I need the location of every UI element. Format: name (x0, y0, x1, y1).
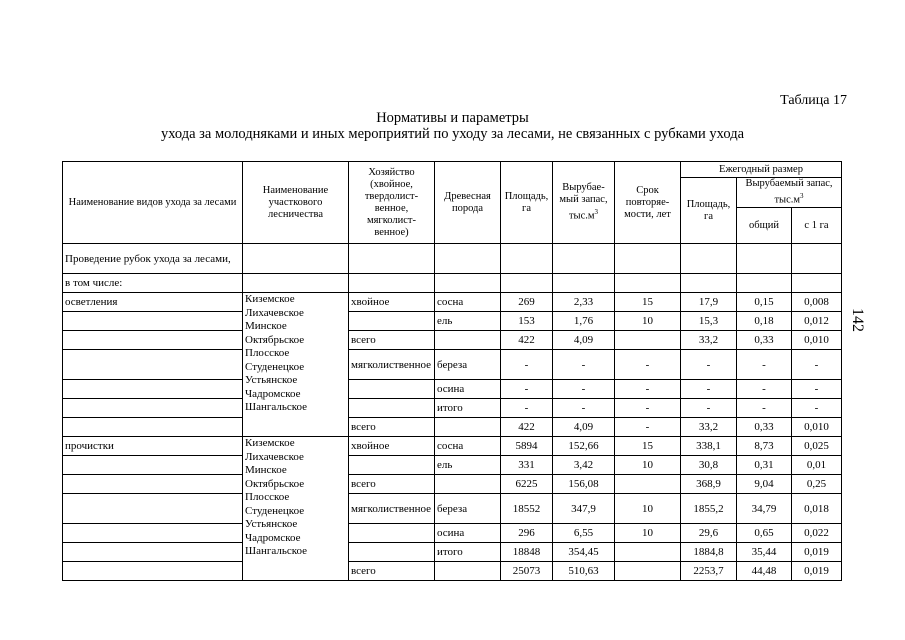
cell-economy (349, 456, 435, 475)
header-annual-per-ha: с 1 га (792, 208, 842, 244)
table-row (63, 350, 842, 380)
cell-area: 269 (501, 293, 553, 312)
table-row (63, 456, 842, 475)
cell-annual-area: 338,1 (681, 437, 737, 456)
cell-annual-per-ha: 0,010 (792, 331, 842, 350)
header-annual-area: Площадь, га (681, 178, 737, 244)
cell-forestries: Киземское Лихачевское Минское Октябрьское Плосское Студенецкое Устьянское Чадромское Шангальское (243, 293, 349, 437)
cell-empty (615, 244, 681, 274)
cell-annual-total: 34,79 (737, 494, 792, 524)
cell-annual-area: - (681, 399, 737, 418)
cell-empty (553, 244, 615, 274)
cell-empty (435, 274, 501, 293)
cell-stock: 347,9 (553, 494, 615, 524)
cell-area: - (501, 399, 553, 418)
cell-stock: - (553, 350, 615, 380)
cell-annual-per-ha: 0,010 (792, 418, 842, 437)
cell-annual-total: - (737, 380, 792, 399)
cell-annual-area: 33,2 (681, 331, 737, 350)
cell-annual-total: 8,73 (737, 437, 792, 456)
header-economy: Хозяйство (хвойное, твердолист-венное, мягколист-венное) (349, 162, 435, 244)
cell-annual-area: 1855,2 (681, 494, 737, 524)
cell-empty (349, 274, 435, 293)
cell-empty (737, 244, 792, 274)
header-species: Древесная порода (435, 162, 501, 244)
table-row (63, 293, 842, 312)
table-row (63, 475, 842, 494)
cell-empty (553, 274, 615, 293)
table-row (63, 437, 842, 456)
cell-period: 10 (615, 312, 681, 331)
cell-species: ель (435, 456, 501, 475)
cell-annual-per-ha: 0,022 (792, 524, 842, 543)
cell-period: - (615, 418, 681, 437)
table-row (63, 380, 842, 399)
cell-area: 5894 (501, 437, 553, 456)
cell-period (615, 562, 681, 581)
table-row (63, 274, 842, 293)
cell-species: сосна (435, 293, 501, 312)
cell-area: 153 (501, 312, 553, 331)
table-row (63, 244, 842, 274)
cell-period: 10 (615, 456, 681, 475)
cell-work-type (63, 475, 243, 494)
cell-empty (792, 244, 842, 274)
cell-empty (243, 274, 349, 293)
header-work-type: Наименование видов ухода за лесами (63, 162, 243, 244)
cell-empty (737, 274, 792, 293)
cell-area: - (501, 350, 553, 380)
cell-species: осина (435, 380, 501, 399)
cell-work-type (63, 524, 243, 543)
header-annual: Ежегодный размер (681, 162, 842, 178)
cell-area: 331 (501, 456, 553, 475)
cell-period: 10 (615, 524, 681, 543)
cell-species: итого (435, 543, 501, 562)
cell-work-type (63, 380, 243, 399)
cell-work-type (63, 399, 243, 418)
header-annual-total: общий (737, 208, 792, 244)
cell-area: 25073 (501, 562, 553, 581)
cell-annual-total: 35,44 (737, 543, 792, 562)
cell-species (435, 331, 501, 350)
cell-annual-total: 44,48 (737, 562, 792, 581)
cell-economy: хвойное (349, 293, 435, 312)
cell-economy: всего (349, 562, 435, 581)
cell-text: в том числе: (63, 274, 243, 293)
cell-work-type (63, 543, 243, 562)
cell-stock: 2,33 (553, 293, 615, 312)
cell-species: сосна (435, 437, 501, 456)
cell-stock: 152,66 (553, 437, 615, 456)
cell-annual-per-ha: - (792, 350, 842, 380)
cell-area: 296 (501, 524, 553, 543)
cell-annual-area: 29,6 (681, 524, 737, 543)
cell-annual-area: 17,9 (681, 293, 737, 312)
cell-annual-area: 368,9 (681, 475, 737, 494)
cell-area: - (501, 380, 553, 399)
cell-period (615, 543, 681, 562)
cell-annual-per-ha: 0,25 (792, 475, 842, 494)
cell-empty (349, 244, 435, 274)
cell-annual-total: 0,33 (737, 418, 792, 437)
cell-period: 15 (615, 293, 681, 312)
header-area: Площадь, га (501, 162, 553, 244)
cell-work-type (63, 494, 243, 524)
cell-empty (435, 244, 501, 274)
cell-annual-per-ha: 0,008 (792, 293, 842, 312)
table-row (63, 524, 842, 543)
cell-economy (349, 524, 435, 543)
cell-empty (501, 274, 553, 293)
cell-economy (349, 380, 435, 399)
cell-empty (243, 244, 349, 274)
cell-annual-total: 0,65 (737, 524, 792, 543)
cell-stock: 1,76 (553, 312, 615, 331)
cell-species: итого (435, 399, 501, 418)
cell-period: - (615, 350, 681, 380)
title-line-2: ухода за молодняками и иных мероприятий по уходу за лесами, не связанных с рубками ухода (160, 126, 745, 142)
table-row (63, 562, 842, 581)
table-number: Таблица 17 (780, 93, 847, 108)
cell-economy: всего (349, 475, 435, 494)
table-row (63, 331, 842, 350)
title-line-1: Нормативы и параметры (376, 110, 529, 126)
cell-species (435, 418, 501, 437)
cell-stock: 6,55 (553, 524, 615, 543)
cell-annual-per-ha: 0,01 (792, 456, 842, 475)
cell-stock: - (553, 380, 615, 399)
cell-economy: мягколиственное (349, 494, 435, 524)
cell-work-type (63, 331, 243, 350)
cell-annual-area: 15,3 (681, 312, 737, 331)
cell-species (435, 475, 501, 494)
table-row (63, 494, 842, 524)
cell-annual-total: - (737, 350, 792, 380)
cell-annual-per-ha: 0,019 (792, 562, 842, 581)
cell-species (435, 562, 501, 581)
cell-annual-per-ha: 0,019 (792, 543, 842, 562)
cell-stock: 4,09 (553, 331, 615, 350)
cell-economy (349, 543, 435, 562)
cell-annual-total: 0,15 (737, 293, 792, 312)
cell-species: осина (435, 524, 501, 543)
cell-forestries: Киземское Лихачевское Минское Октябрьское Плосское Студенецкое Устьянское Чадромское Шангальское (243, 437, 349, 581)
table-row (63, 418, 842, 437)
cell-stock: - (553, 399, 615, 418)
cell-work-type: осветления (63, 293, 243, 312)
cell-area: 18848 (501, 543, 553, 562)
cell-economy: мягколиственное (349, 350, 435, 380)
cell-empty (681, 274, 737, 293)
cell-annual-per-ha: 0,018 (792, 494, 842, 524)
cell-annual-total: 0,31 (737, 456, 792, 475)
cell-species: береза (435, 494, 501, 524)
cell-annual-total: 9,04 (737, 475, 792, 494)
cell-stock: 156,08 (553, 475, 615, 494)
page-number: 142 (849, 308, 866, 332)
cell-work-type (63, 456, 243, 475)
cell-annual-per-ha: 0,025 (792, 437, 842, 456)
cell-stock: 4,09 (553, 418, 615, 437)
cell-stock: 3,42 (553, 456, 615, 475)
cell-work-type (63, 418, 243, 437)
cell-period: 10 (615, 494, 681, 524)
cell-work-type: прочистки (63, 437, 243, 456)
cell-annual-area: - (681, 350, 737, 380)
cell-annual-area: 1884,8 (681, 543, 737, 562)
header-annual-stock: Вырубаемый запас, $тыс.м^3$ (737, 178, 842, 208)
cell-empty (792, 274, 842, 293)
cell-work-type (63, 562, 243, 581)
cell-economy: всего (349, 418, 435, 437)
header-forestry: Наименование участкового лесничества (243, 162, 349, 244)
cell-area: 422 (501, 418, 553, 437)
cell-area: 6225 (501, 475, 553, 494)
cell-economy: хвойное (349, 437, 435, 456)
cell-annual-area: 2253,7 (681, 562, 737, 581)
cell-economy (349, 312, 435, 331)
cell-annual-per-ha: - (792, 399, 842, 418)
table-row (63, 543, 842, 562)
cell-empty (501, 244, 553, 274)
cell-work-type (63, 350, 243, 380)
cell-annual-per-ha: 0,012 (792, 312, 842, 331)
cell-annual-area: - (681, 380, 737, 399)
cell-period: - (615, 399, 681, 418)
cell-species: ель (435, 312, 501, 331)
cell-work-type (63, 312, 243, 331)
cell-economy: всего (349, 331, 435, 350)
cell-annual-total: - (737, 399, 792, 418)
cell-annual-area: 33,2 (681, 418, 737, 437)
cell-period (615, 475, 681, 494)
cell-species: береза (435, 350, 501, 380)
cell-area: 422 (501, 331, 553, 350)
cell-empty (681, 244, 737, 274)
cell-period (615, 331, 681, 350)
cell-stock: 354,45 (553, 543, 615, 562)
norms-table (62, 161, 842, 581)
cell-text: Проведение рубок ухода за лесами, (63, 244, 243, 274)
cell-stock: 510,63 (553, 562, 615, 581)
cell-economy (349, 399, 435, 418)
cell-period: - (615, 380, 681, 399)
cell-area: 18552 (501, 494, 553, 524)
table-row (63, 399, 842, 418)
cell-annual-total: 0,33 (737, 331, 792, 350)
header-period: Срок повторяе-мости, лет (615, 162, 681, 244)
table-row (63, 312, 842, 331)
cell-annual-total: 0,18 (737, 312, 792, 331)
cell-empty (615, 274, 681, 293)
header-stock: Вырубае-мый запас, $тыс.м^3$ (553, 162, 615, 244)
cell-period: 15 (615, 437, 681, 456)
cell-annual-area: 30,8 (681, 456, 737, 475)
cell-annual-per-ha: - (792, 380, 842, 399)
